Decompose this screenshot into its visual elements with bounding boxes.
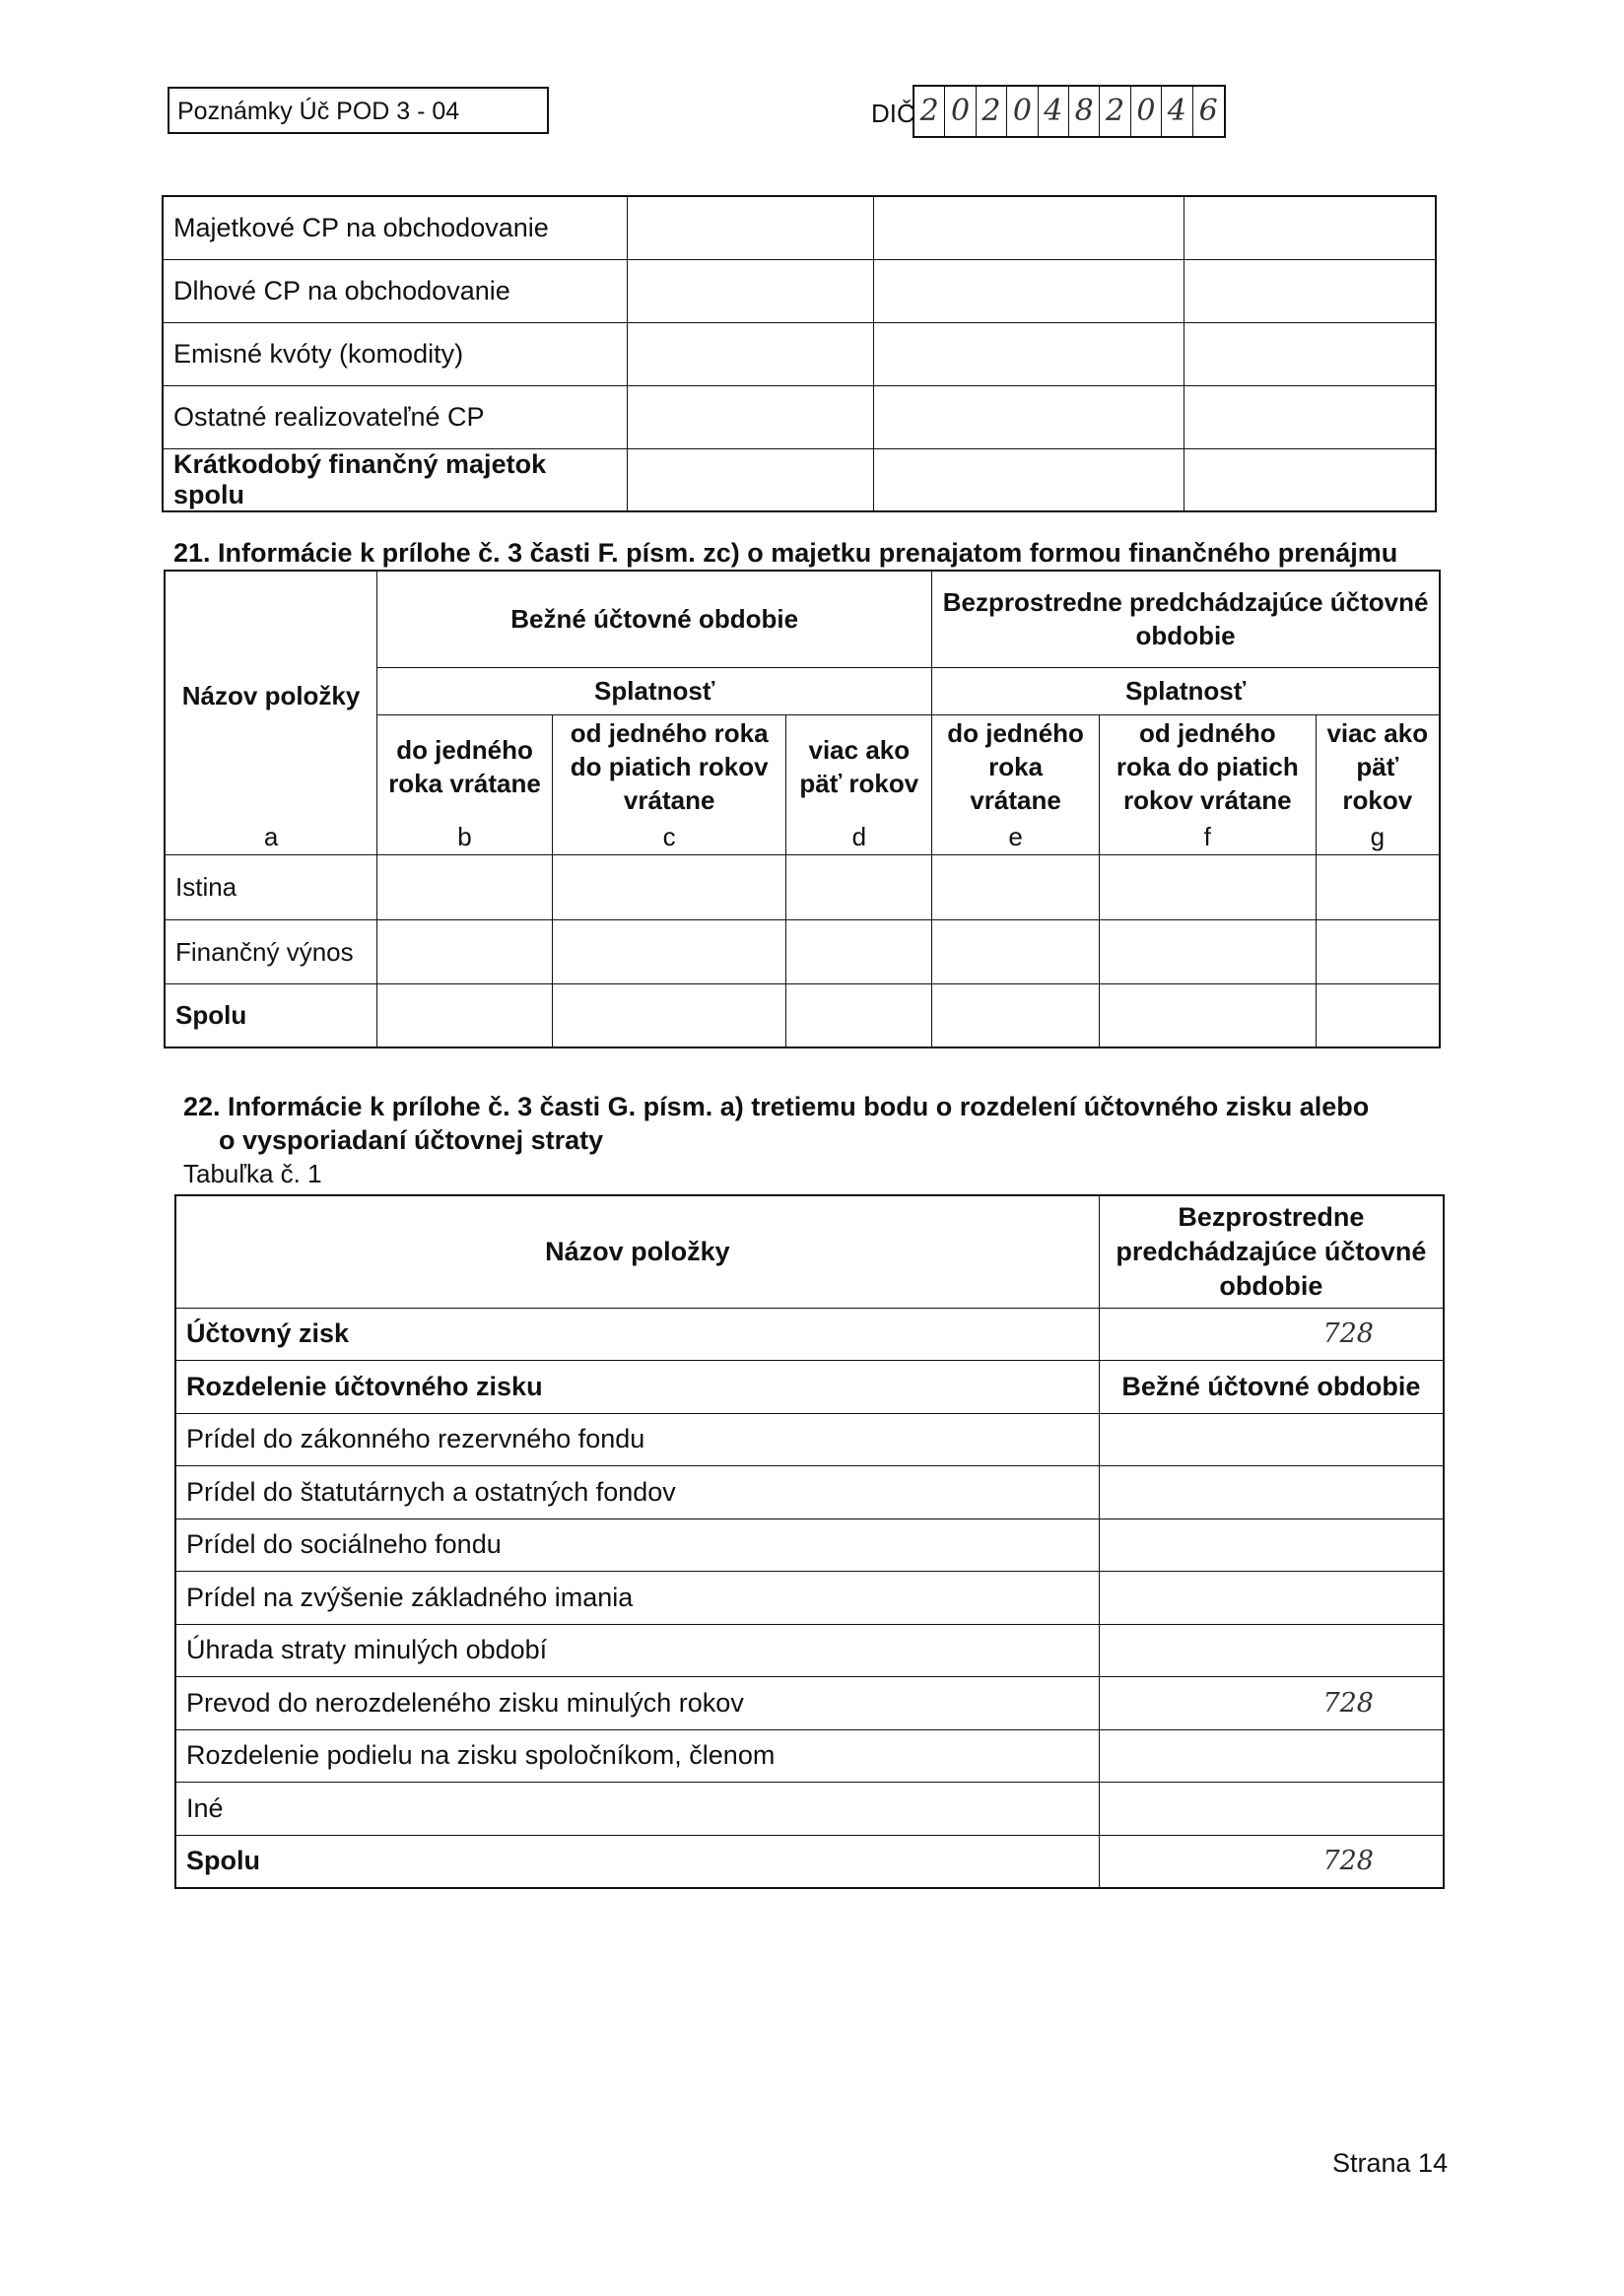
table-row	[175, 1835, 1444, 1888]
sub-header: viac ako päť rokov	[786, 714, 932, 819]
dic-digit: 6	[1198, 94, 1218, 128]
row-value	[1099, 1466, 1444, 1519]
section-21-title: 21. Informácie k prílohe č. 3 časti F. písm. zc) o majetku prenajatom formou finančného prenájmu	[173, 538, 1398, 568]
table-row	[175, 1466, 1444, 1519]
row-value	[1099, 1519, 1444, 1572]
dic-digit: 4	[1162, 87, 1192, 136]
form-label: Poznámky Úč POD 3 - 04	[168, 87, 549, 134]
sub-header: viac ako päť rokov	[1316, 714, 1440, 819]
table-row	[175, 1729, 1444, 1783]
total-value: 728	[1099, 1835, 1444, 1888]
sub-header: do jedného roka vrátane	[932, 714, 1100, 819]
dic-digit: 2	[1100, 87, 1130, 136]
table-row	[175, 1413, 1444, 1466]
profit-label: Účtovný zisk	[175, 1308, 1099, 1361]
row-label: Prídel do štatutárnych a ostatných fondov	[175, 1466, 1099, 1519]
splatnost-current: Splatnosť	[377, 667, 932, 714]
table-label: Tabuľka č. 1	[183, 1159, 322, 1188]
table-row	[175, 1624, 1444, 1677]
dic-digit: 4	[1039, 87, 1069, 136]
row-value	[1099, 1783, 1444, 1836]
row-value	[1099, 1572, 1444, 1625]
table-row	[163, 259, 1436, 322]
distribution-col-header: Bežné účtovné obdobie	[1099, 1361, 1444, 1414]
section-22-title-cont: o vysporiadaní účtovnej straty	[219, 1125, 604, 1155]
table-row	[175, 1308, 1444, 1361]
row-label: Úhrada straty minulých období	[175, 1624, 1099, 1677]
table-row	[165, 854, 1440, 919]
dic-field	[913, 85, 1226, 138]
row-value: 728	[1099, 1677, 1444, 1730]
col-name-header: Názov položky	[175, 1195, 1099, 1308]
table-row	[175, 1677, 1444, 1730]
table-row	[175, 1783, 1444, 1836]
row-label: Prídel do zákonného rezervného fondu	[175, 1413, 1099, 1466]
row-label: Istina	[165, 854, 377, 919]
total-label: Spolu	[175, 1835, 1099, 1888]
col-current-header: Bežné účtovné obdobie	[377, 571, 932, 667]
row-label: Dlhové CP na obchodovanie	[163, 259, 627, 322]
row-label-total: Spolu	[165, 983, 377, 1047]
row-label: Prevod do nerozdeleného zisku minulých rokov	[175, 1677, 1099, 1730]
col-letter: b	[377, 819, 553, 854]
row-label: Majetkové CP na obchodovanie	[163, 196, 627, 259]
securities-table	[162, 195, 1437, 512]
section-22-title: 22. Informácie k prílohe č. 3 časti G. písm. a) tretiemu bodu o rozdelení účtovného zisku alebo	[183, 1092, 1370, 1121]
dic-digit: 0	[1131, 87, 1162, 136]
sub-header: od jedného roka do piatich rokov vrátane	[1100, 714, 1317, 819]
table-row	[163, 385, 1436, 448]
row-label-total: Krátkodobý finančný majetok spolu	[163, 448, 627, 511]
dic-digit: 8	[1069, 87, 1100, 136]
table-row	[175, 1361, 1444, 1414]
col-letter: f	[1100, 819, 1317, 854]
table-row	[175, 1519, 1444, 1572]
table-row	[163, 196, 1436, 259]
row-label: Ostatné realizovateľné CP	[163, 385, 627, 448]
table-row	[163, 448, 1436, 511]
dic-digit: 0	[1007, 87, 1038, 136]
profit-value: 728	[1099, 1308, 1444, 1361]
col-letter: a	[165, 819, 377, 854]
col-letter: e	[932, 819, 1100, 854]
sub-header: do jedného roka vrátane	[377, 714, 553, 819]
table-row	[165, 983, 1440, 1047]
dic-digit: 2	[914, 87, 945, 136]
row-label: Iné	[175, 1783, 1099, 1836]
col-previous-header: Bezprostredne predchádzajúce účtovné obdobie	[1099, 1195, 1444, 1308]
col-previous-header: Bezprostredne predchádzajúce účtovné obdobie	[932, 571, 1440, 667]
col-letter: d	[786, 819, 932, 854]
distribution-label: Rozdelenie účtovného zisku	[175, 1361, 1099, 1414]
table-row	[175, 1572, 1444, 1625]
dic-label: DIČ	[871, 99, 915, 128]
col-letter: c	[552, 819, 786, 854]
splatnost-previous: Splatnosť	[932, 667, 1440, 714]
row-value	[1099, 1413, 1444, 1466]
row-label: Emisné kvóty (komodity)	[163, 322, 627, 385]
page-number: Strana 14	[1332, 2148, 1449, 2178]
table-row	[163, 322, 1436, 385]
lease-table	[164, 570, 1441, 1048]
row-label: Prídel do sociálneho fondu	[175, 1519, 1099, 1572]
dic-digit: 2	[977, 87, 1007, 136]
row-value	[1099, 1624, 1444, 1677]
profit-distribution-table	[174, 1194, 1445, 1889]
col-name-header: Názov položky	[165, 571, 377, 819]
row-label: Prídel na zvýšenie základného imania	[175, 1572, 1099, 1625]
dic-digit: 0	[945, 87, 976, 136]
table-row	[165, 919, 1440, 983]
row-label: Finančný výnos	[165, 919, 377, 983]
sub-header: od jedného roka do piatich rokov vrátane	[552, 714, 786, 819]
row-label: Rozdelenie podielu na zisku spoločníkom, členom	[175, 1729, 1099, 1783]
col-letter: g	[1316, 819, 1440, 854]
row-value	[1099, 1729, 1444, 1783]
